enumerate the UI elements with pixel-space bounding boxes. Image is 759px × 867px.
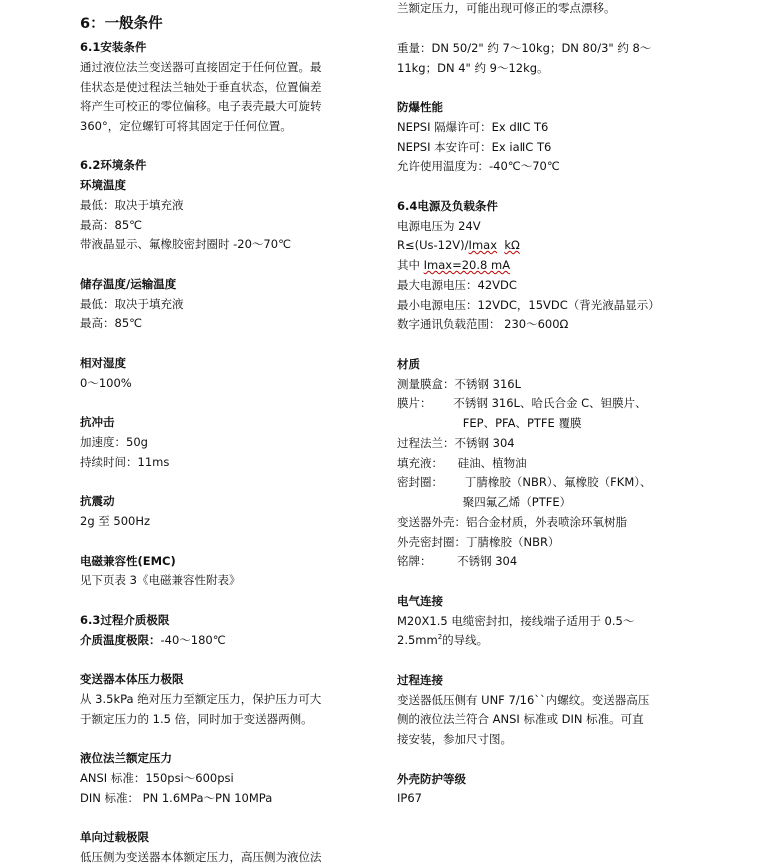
env-temp-title: 环境温度 [80,178,126,192]
material-line: 变送器外壳：铝合金材质，外表喷涂环氧树脂 [397,515,627,529]
process-line: 侧的液位法兰符合 ANSI 标准或 DIN 标准。可直 [397,712,644,726]
process-line: 接安装，参加尺寸图。 [397,732,512,746]
flange-pressure-line: ANSI 标准：150psi～600psi [80,771,234,785]
material-title: 材质 [397,357,420,371]
s61-line: 佳状态是使过程法兰轴处于垂直状态，位置偏差 [80,80,322,94]
storage-temp-line: 最低：取决于填充液 [80,297,184,311]
s61-line: 360°，定位螺钉可将其固定于任何位置。 [80,119,292,133]
load-formula [397,237,520,253]
material-line: 测量膜盒：不锈钢 316L [397,377,522,391]
explosion-title: 防爆性能 [397,100,443,114]
overload-title: 单向过载极限 [80,830,149,844]
s61-title: 6.1安装条件 [80,40,147,54]
flange-pressure-title: 液位法兰额定压力 [80,751,172,765]
process-line: 变送器低压侧有 UNF 7/16``内螺纹。变送器高压 [397,693,650,707]
weight-line: 重量：DN 50/2" 约 7～10kg；DN 80/3" 约 8～ [397,41,652,55]
medium-temp-line [80,632,226,648]
weight-line: 11kg；DN 4" 约 9～12kg。 [397,61,549,75]
s62-title: 6.2环境条件 [80,158,147,172]
section-6-title: 6：一般条件 [80,16,163,32]
material-line: 外壳密封圈：丁腈橡胶（NBR） [397,535,560,549]
process-title: 过程连接 [397,673,443,687]
s63-title: 6.3过程介质极限 [80,613,170,627]
imax-prefix: 其中 [397,258,424,272]
flange-pressure-line: DIN 标准： PN 1.6MPa～PN 10MPa [80,791,273,805]
shock-title: 抗冲击 [80,415,115,429]
env-temp-line: 最低：取决于填充液 [80,198,184,212]
electric-title: 电气连接 [397,594,443,608]
humidity-value: 0～100% [80,376,132,390]
power-line: 数字通讯负载范围： 230～600Ω [397,317,569,331]
electric-line [397,632,488,648]
imax-value: Imax=20.8 mA [423,258,511,272]
shock-line: 持续时间：11ms [80,455,170,469]
vibration-value: 2g 至 500Hz [80,514,151,528]
explosion-line: NEPSI 本安许可：Ex iaⅡC T6 [397,140,552,154]
s61-line: 通过液位法兰变送器可直接固定于任何位置。最 [80,60,322,74]
power-line: 电源电压为 24V [397,219,481,233]
wire-size: 2.5mm [397,633,438,647]
enclosure-value: IP67 [397,791,422,805]
overload-continuation: 兰额定压力，可能出现可修正的零点漂移。 [397,1,616,15]
medium-temp-label: 介质温度极限： [80,633,161,647]
emc-value: 见下页表 3《电磁兼容性附表》 [80,573,241,587]
env-temp-line: 带液晶显示、氟橡胶密封圈时 -20～70℃ [80,237,291,251]
formula-part: R≤(Us-12V)/ [397,238,469,252]
humidity-title: 相对湿度 [80,356,126,370]
formula-unit: kΩ [504,238,520,252]
material-line: 密封圈： 丁腈橡胶（NBR）、氟橡胶（FKM）、 [397,475,652,489]
body-pressure-title: 变送器本体压力极限 [80,672,184,686]
vibration-title: 抗震动 [80,494,115,508]
storage-temp-line: 最高：85℃ [80,316,143,330]
material-line: FEP、PFA、PTFE 覆膜 [397,416,582,430]
explosion-line: NEPSI 隔爆许可：Ex dⅡC T6 [397,120,549,134]
overload-line: 低压侧为变送器本体额定压力，高压侧为液位法 [80,850,322,864]
storage-temp-title: 储存温度/运输温度 [80,277,177,291]
wire-suffix: 的导线。 [442,633,489,647]
medium-temp-value: -40～180℃ [160,633,226,647]
material-line: 铭牌： 不锈钢 304 [397,554,518,568]
electric-line: M20X1.5 电缆密封扣，接线端子适用于 0.5～ [397,614,635,628]
material-line: 聚四氟乙烯（PTFE） [397,495,572,509]
body-pressure-line: 从 3.5kPa 绝对压力至额定压力，保护压力可大 [80,692,322,706]
formula-imax: Imax [468,238,497,252]
power-line: 最小电源电压：12VDC，15VDC（背光液晶显示） [397,298,660,312]
s61-line: 将产生可校正的零位偏移。电子表壳最大可旋转 [80,99,322,113]
imax-line [397,257,510,273]
material-line: 填充液： 硅油、植物油 [397,456,527,470]
wire-size-exponent: 2 [437,633,443,642]
explosion-line: 允许使用温度为：-40℃～70℃ [397,159,560,173]
enclosure-title: 外壳防护等级 [397,772,466,786]
env-temp-line: 最高：85℃ [80,218,143,232]
material-line: 膜片： 不锈钢 316L、哈氏合金 C、钽膜片、 [397,396,647,410]
emc-title: 电磁兼容性(EMC) [80,554,176,568]
body-pressure-line: 于额定压力的 1.5 倍，同时加于变送器两侧。 [80,712,313,726]
power-line: 最大电源电压：42VDC [397,278,517,292]
material-line: 过程法兰：不锈钢 304 [397,436,515,450]
s64-title: 6.4电源及负载条件 [397,199,498,213]
shock-line: 加速度：50g [80,435,148,449]
